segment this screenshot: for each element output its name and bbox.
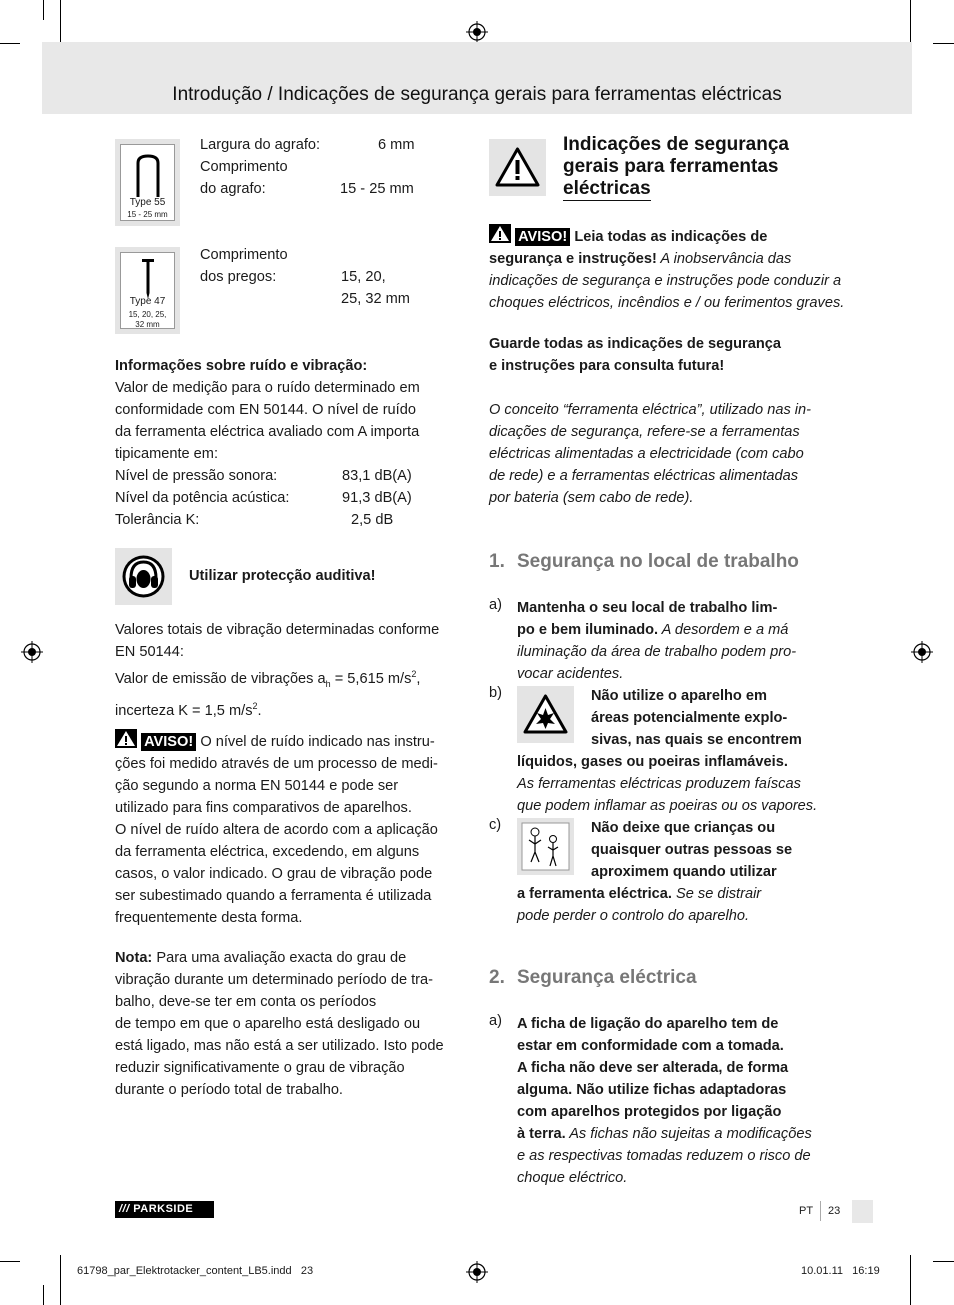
section-1-item-b: Não utilize o aparelho em áreas potencialmente explo- sivas, nas quais se encontrem bbox=[591, 688, 802, 748]
aviso-line: da ferramenta eléctrica, excedendo, em alguns bbox=[115, 844, 420, 860]
crop-mark bbox=[910, 0, 911, 46]
nota-line: está ligado, mas não está a ser utilizado. Isto pode bbox=[115, 1038, 444, 1054]
staple-range-label: 15 - 25 mm bbox=[127, 210, 168, 219]
page-number: 23 bbox=[828, 1205, 841, 1217]
spec-label: Largura do agrafo: bbox=[200, 137, 321, 153]
brand-logo: /// PARKSIDE bbox=[115, 1201, 214, 1218]
explosion-warning-icon bbox=[523, 694, 568, 734]
crop-mark bbox=[60, 1255, 61, 1305]
spec-label: do agrafo: bbox=[200, 181, 266, 197]
registration-mark-icon bbox=[911, 641, 933, 663]
item-letter: a) bbox=[489, 597, 502, 613]
spec-label: dos pregos: bbox=[200, 269, 277, 285]
conceito-section: O conceito “ferramenta eléctrica”, utilizado nas in- dicações de segurança, refere-se a ferramentas eléctricas alimentadas a electricidade (com cabo de rede) e a ferramentas eléctricas alimentadas por bateria (sem cabo de rede). bbox=[489, 402, 812, 506]
section-1-number: 1. bbox=[489, 551, 505, 572]
aviso-line: AVISO! Leia todas as indicações de bbox=[489, 224, 849, 248]
registration-mark-icon bbox=[466, 1261, 488, 1283]
warning-triangle-icon bbox=[495, 147, 540, 187]
safety-heading: Indicações de segurança gerais para ferramentas eléctricas bbox=[563, 134, 789, 199]
section-2-item-a: A ficha de ligação do aparelho tem de estar em conformidade com a tomada. A ficha não deve ser alterada, de forma alguma. Não utilize fichas adaptadoras com aparelhos protegidos por ligação à terra. As fichas não sujeitas a modificações e as respectivas tomadas reduzem o risco de choque eléctrico. bbox=[517, 1016, 812, 1186]
page-title: Introdução / Indicações de segurança gerais para ferramentas eléctricas bbox=[172, 84, 782, 105]
section-2-title: Segurança eléctrica bbox=[517, 967, 697, 988]
staple-icon bbox=[135, 153, 161, 197]
crop-mark bbox=[43, 1285, 44, 1305]
hearing-protection-text: Utilizar protecção auditiva! bbox=[189, 568, 376, 584]
aviso-line: frequentemente desta forma. bbox=[115, 910, 303, 926]
warning-icon bbox=[115, 729, 137, 748]
section-1-item-b-cont: líquidos, gases ou poeiras inflamáveis. As ferramentas eléctricas produzem faíscas que podem inflamar as poeiras ou os vapores. bbox=[517, 754, 818, 814]
noise-row-label: Nível de pressão sonora: bbox=[115, 468, 278, 484]
nail-range-label: 15, 20, 25, bbox=[128, 310, 167, 319]
page-divider bbox=[820, 1201, 821, 1221]
crop-mark bbox=[43, 0, 44, 20]
nota-line: Nota: Para uma avaliação exacta do grau de bbox=[115, 950, 407, 966]
noise-row-label: Nível da potência acústica: bbox=[115, 490, 290, 506]
print-date: 10.01.11 16:19 bbox=[801, 1265, 880, 1277]
aviso-badge: AVISO! bbox=[141, 733, 196, 751]
spec-label: Comprimento bbox=[200, 159, 288, 175]
noise-line: conformidade com EN 50144. O nível de ruído bbox=[115, 402, 416, 418]
staple-figure bbox=[115, 139, 180, 226]
item-letter: a) bbox=[489, 1013, 502, 1029]
nail-icon bbox=[141, 259, 155, 299]
vibration-section bbox=[115, 619, 475, 722]
aviso-line: AVISO! O nível de ruído indicado nas instru- bbox=[115, 729, 475, 753]
aviso-line: casos, o valor indicado. O grau de vibração pode bbox=[115, 866, 433, 882]
crop-mark bbox=[0, 1261, 20, 1262]
section-2-number: 2. bbox=[489, 967, 505, 988]
aviso-line: ção segundo a norma EN 50144 e pode ser bbox=[115, 778, 399, 794]
nota-line: balho, deve-se ter em conta os períodos bbox=[115, 994, 377, 1010]
nail-type-label: Type 47 bbox=[129, 296, 166, 307]
guarde-section: Guarde todas as indicações de segurança e instruções para consulta futura! bbox=[489, 336, 781, 374]
file-info: 61798_par_Elektrotacker_content_LB5.indd 23 bbox=[77, 1265, 314, 1277]
aviso-line: O nível de ruído altera de acordo com a aplicação bbox=[115, 822, 438, 838]
vibration-line: EN 50144: bbox=[115, 644, 184, 660]
staple-type-label: Type 55 bbox=[129, 197, 166, 208]
section-1-item-c-cont: a ferramenta eléctrica. Se se distrair pode perder o controlo do aparelho. bbox=[517, 886, 762, 924]
spec-value: 6 mm bbox=[378, 137, 415, 153]
vibration-line: incerteza K = 1,5 $m/s^2$. bbox=[115, 700, 262, 719]
language-code: PT bbox=[799, 1205, 814, 1217]
aviso-line: ser subestimado quando a ferramenta é utilizada bbox=[115, 888, 432, 904]
nail-figure bbox=[115, 247, 180, 334]
spec-value: 25, 32 mm bbox=[341, 291, 410, 307]
ear-protection-icon bbox=[121, 554, 166, 599]
aviso-line: indicações de segurança e instruções pode conduzir a bbox=[489, 273, 842, 289]
crop-mark bbox=[0, 43, 20, 44]
warning-figure bbox=[489, 139, 546, 196]
children-warning-icon bbox=[521, 822, 570, 871]
noise-section bbox=[115, 355, 475, 531]
nota-section bbox=[115, 947, 475, 1101]
children-figure bbox=[517, 818, 574, 875]
aviso-left-section bbox=[115, 729, 475, 929]
aviso-line: segurança e instruções! A inobservância das bbox=[489, 251, 792, 267]
nota-line: durante o período total de trabalho. bbox=[115, 1082, 343, 1098]
noise-row-value: 91,3 dB(A) bbox=[342, 490, 412, 506]
aviso-line: utilizado para fins comparativos de aparelhos. bbox=[115, 800, 412, 816]
vibration-line: Valor de emissão de vibrações $a_h = 5,615$ $m/s^2$, bbox=[115, 669, 421, 689]
noise-line: da ferramenta eléctrica avaliado com A importa bbox=[115, 424, 420, 440]
noise-row-value: 83,1 dB(A) bbox=[342, 468, 412, 484]
spec-value: 15, 20, bbox=[341, 269, 386, 285]
nail-range-label: 32 mm bbox=[135, 320, 160, 329]
item-letter: b) bbox=[489, 685, 502, 701]
crop-mark bbox=[910, 1255, 911, 1305]
spec-value: 15 - 25 mm bbox=[340, 181, 414, 197]
explosion-figure bbox=[517, 686, 574, 743]
nota-line: de tempo em que o aparelho está desligado ou bbox=[115, 1016, 421, 1032]
section-1-item-a: Mantenha o seu local de trabalho lim- po e bem iluminado. A desordem e a má iluminação da área de trabalho podem pro- vocar acidentes. bbox=[517, 600, 797, 682]
crop-mark bbox=[933, 43, 954, 44]
section-1-item-c: Não deixe que crianças ou quaisquer outras pessoas se aproximem quando utilizar bbox=[591, 820, 793, 880]
aviso-badge: AVISO! bbox=[515, 228, 570, 246]
nota-line: reduzir significativamente o grau de vibração bbox=[115, 1060, 405, 1076]
crop-mark bbox=[60, 0, 61, 46]
warning-icon bbox=[489, 224, 511, 243]
spec-label: Comprimento bbox=[200, 247, 288, 263]
vibration-line: Valores totais de vibração determinadas conforme bbox=[115, 622, 440, 638]
aviso-line: choques eléctricos, incêndios e / ou ferimentos graves. bbox=[489, 295, 845, 311]
page-number-box bbox=[852, 1200, 873, 1223]
nota-line: vibração durante um determinado período de tra- bbox=[115, 972, 434, 988]
noise-row-label: Tolerância K: bbox=[115, 512, 200, 528]
noise-heading: Informações sobre ruído e vibração: bbox=[115, 358, 368, 374]
noise-row-value: 2,5 dB bbox=[351, 512, 394, 528]
section-1-title: Segurança no local de trabalho bbox=[517, 551, 799, 572]
aviso-right-section bbox=[489, 224, 849, 314]
noise-line: tipicamente em: bbox=[115, 446, 219, 462]
aviso-line: ções foi medido através de um processo de medi- bbox=[115, 756, 438, 772]
noise-line: Valor de medição para o ruído determinado em bbox=[115, 380, 420, 396]
crop-mark bbox=[933, 1261, 954, 1262]
hearing-protection-figure bbox=[115, 548, 172, 605]
registration-mark-icon bbox=[466, 21, 488, 43]
item-letter: c) bbox=[489, 817, 502, 833]
registration-mark-icon bbox=[21, 641, 43, 663]
